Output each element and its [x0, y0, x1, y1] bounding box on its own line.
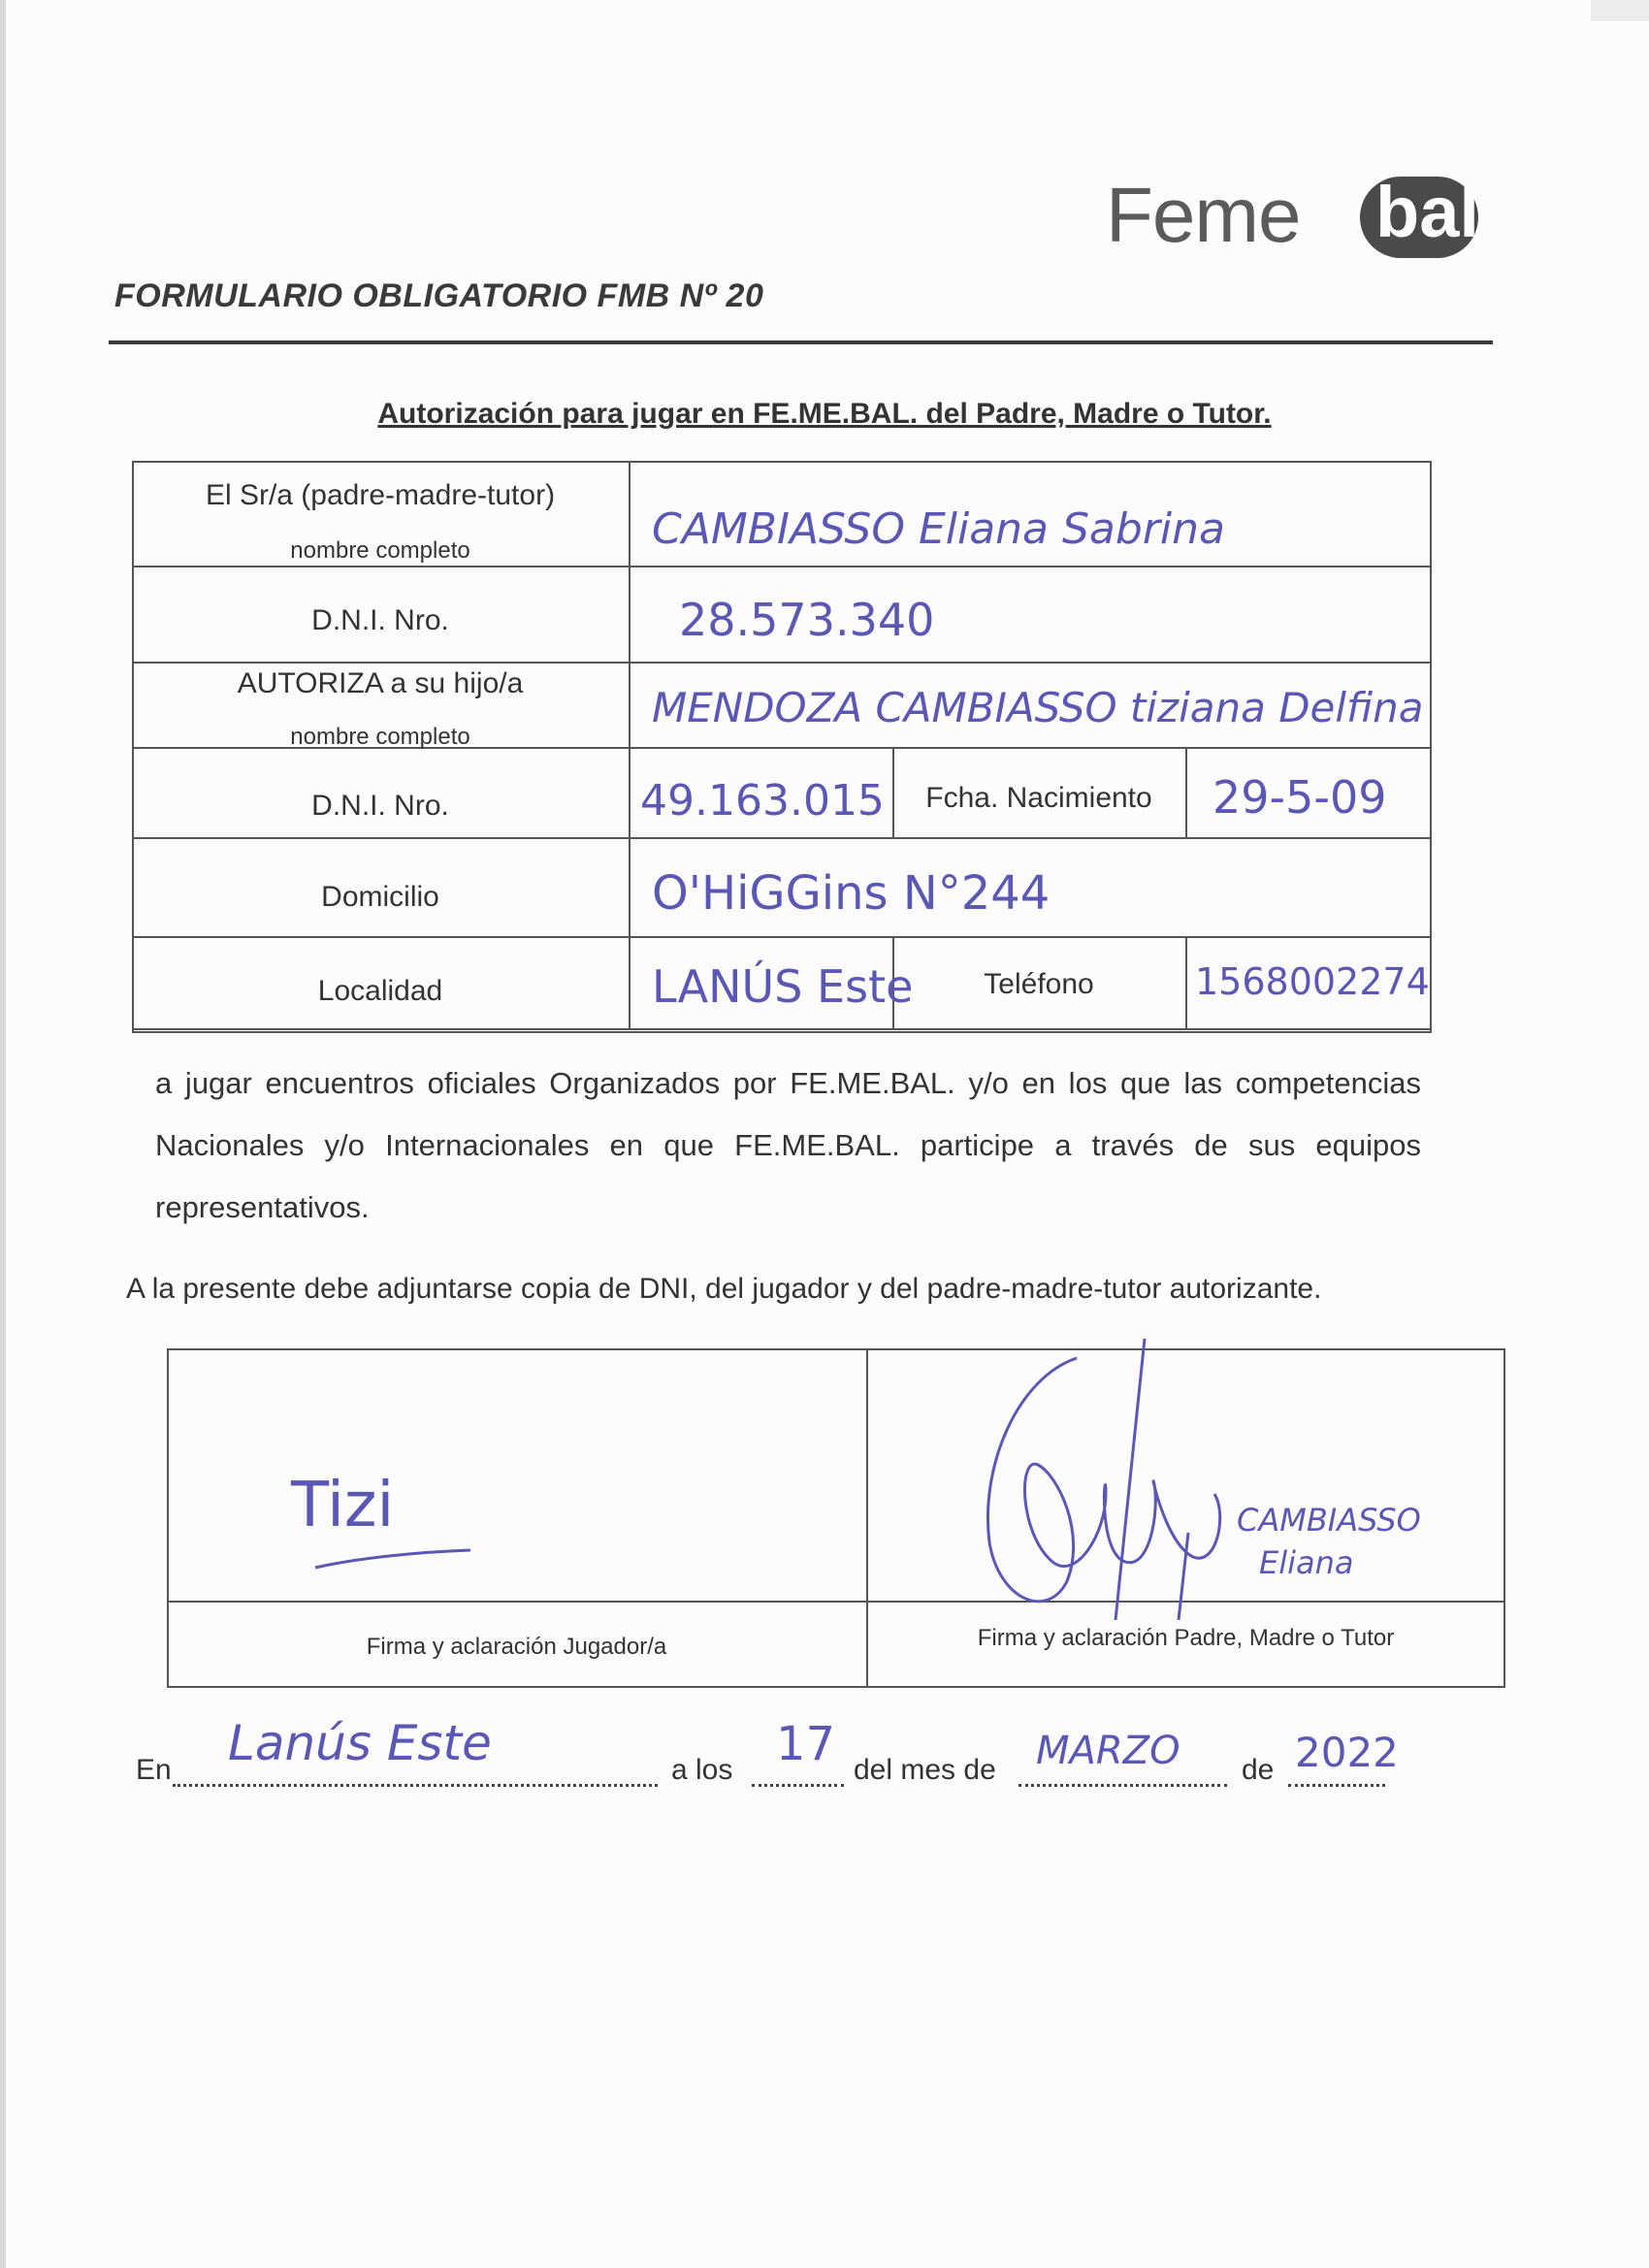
form-title: FORMULARIO OBLIGATORIO FMB Nº 20	[114, 277, 764, 314]
row-divider-5	[132, 936, 1432, 938]
birth-date-label: Fcha. Nacimiento	[925, 782, 1152, 814]
parent-name-sublabel: nombre completo	[290, 537, 470, 564]
birth-date-value: 29-5-09	[1212, 771, 1387, 824]
title-rule	[109, 340, 1493, 344]
logo-wordmark: Feme	[1106, 172, 1301, 258]
authorization-text: a jugar encuentros oficiales Organizados por FE.ME.BAL. y/o en los que las competencias Nacionales y/o Internacionales en que FE.ME.BAL. participe a través de sus equipos representativos.	[155, 1066, 1421, 1224]
year-dotted-line	[1288, 1784, 1385, 1787]
parent-name-value: CAMBIASSO Eliana Sabrina	[652, 504, 1225, 554]
parent-signature	[960, 1339, 1251, 1649]
form-column-divider	[629, 461, 630, 1028]
birth-value-divider	[1185, 747, 1187, 837]
row-divider-4	[132, 837, 1432, 839]
row-divider-1	[132, 566, 1432, 567]
player-signature-caption: Firma y aclaración Jugador/a	[366, 1634, 667, 1660]
player-signature: Tizi	[291, 1470, 395, 1541]
address-label: Domicilio	[321, 881, 439, 913]
row-divider-6	[132, 1028, 1432, 1030]
logo-badge-text: bal	[1375, 172, 1479, 252]
form-subtitle: Autorización para jugar en FE.ME.BAL. del Padre, Madre o Tutor.	[377, 398, 1272, 430]
day-value: 17	[776, 1717, 836, 1771]
row-divider-2	[132, 662, 1432, 664]
femebal-logo	[1106, 165, 1484, 257]
year-value: 2022	[1295, 1729, 1399, 1776]
parent-name-label: El Sr/a (padre-madre-tutor)	[205, 479, 556, 511]
logo-badge	[1360, 172, 1479, 258]
phone-value: 1568002274	[1195, 960, 1430, 1003]
month-value: MARZO	[1036, 1729, 1180, 1773]
child-name-sublabel: nombre completo	[290, 724, 470, 750]
city-value: LANÚS Este	[652, 960, 914, 1013]
date-prefix: En	[136, 1754, 172, 1786]
day-dotted-line	[752, 1784, 844, 1787]
parent-clarification-line2: Eliana	[1259, 1544, 1354, 1581]
child-name-value: MENDOZA CAMBIASSO tiziana Delfina	[652, 684, 1424, 731]
phone-label: Teléfono	[984, 968, 1094, 1000]
address-value: O'HiGGins N°244	[652, 866, 1051, 921]
place-value: Lanús Este	[228, 1715, 492, 1771]
child-dni-label: D.N.I. Nro.	[311, 790, 449, 822]
month-dotted-line	[1018, 1784, 1227, 1787]
signature-caption-divider	[167, 1601, 1505, 1603]
place-dotted-line	[173, 1784, 658, 1787]
page-edge-shadow	[0, 0, 6, 2268]
attachment-note: A la presente debe adjuntarse copia de DNI, del jugador y del padre-madre-tutor autorizante.	[126, 1273, 1322, 1305]
date-del-mes-de: del mes de	[854, 1754, 996, 1786]
date-de: de	[1242, 1754, 1275, 1786]
city-label: Localidad	[317, 975, 443, 1007]
child-name-label: AUTORIZA a su hijo/a	[237, 667, 524, 699]
page-corner-shadow	[1591, 0, 1649, 21]
date-a-los: a los	[671, 1754, 733, 1786]
parent-dni-value: 28.573.340	[679, 594, 935, 646]
player-signature-underline	[310, 1540, 475, 1579]
phone-value-divider	[1185, 936, 1187, 1028]
child-dni-value: 49.163.015	[640, 776, 885, 826]
parent-dni-label: D.N.I. Nro.	[311, 604, 449, 636]
parent-clarification-line1: CAMBIASSO	[1237, 1502, 1421, 1539]
parent-signature-caption: Firma y aclaración Padre, Madre o Tutor	[977, 1625, 1395, 1651]
